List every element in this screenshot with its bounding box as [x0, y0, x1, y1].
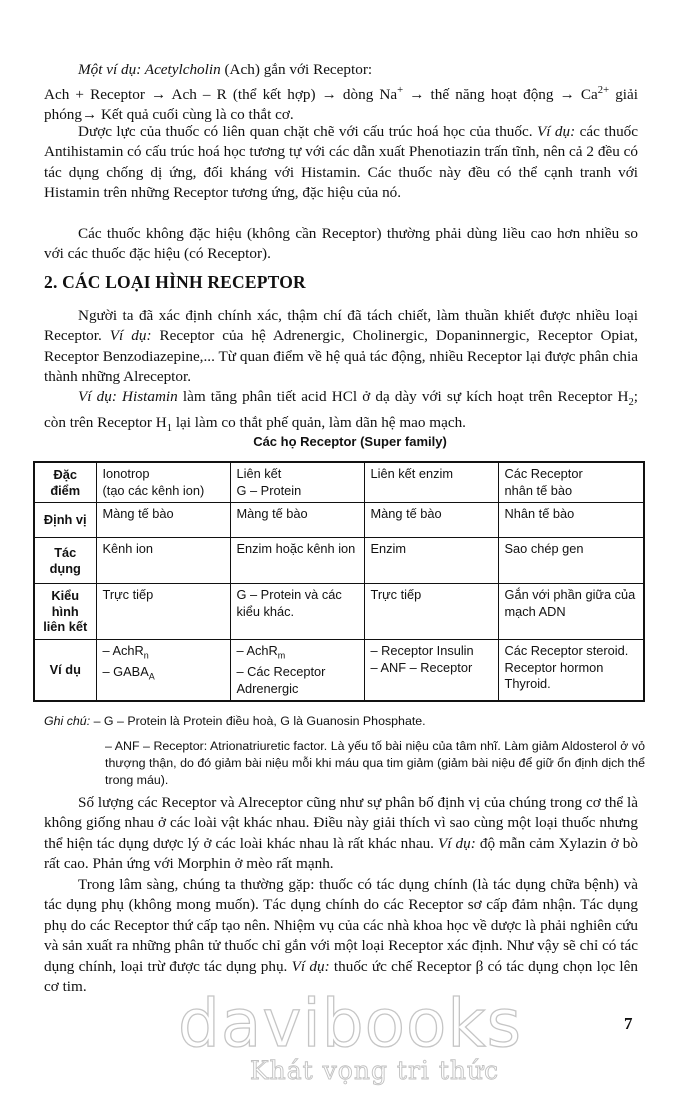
cell-line: Ionotrop	[102, 466, 150, 481]
cell-line: Tác	[54, 545, 77, 560]
table-cell: Màng tế bào	[96, 503, 230, 538]
table-cell: Màng tế bào	[364, 503, 498, 538]
watermark-brand: davibooks	[178, 985, 522, 1062]
paragraph-nonspecific-drugs: Các thuốc không đặc hiệu (không cần Receptor) thường phải dùng liều cao hơn nhiều so với các thuốc đặc hiệu (có Receptor).	[44, 225, 638, 263]
paragraph-text: độ mẫn cảm Xylazin ở bò rất cao. Phản ứng với Morphin ở mèo rất mạnh.	[44, 834, 638, 873]
table-cell	[498, 462, 644, 503]
table-row	[34, 584, 644, 640]
paragraph-text: ; còn trên Receptor H	[44, 388, 639, 432]
table-cell: Màng tế bào	[230, 503, 364, 538]
note-label: Ghi chú:	[44, 714, 91, 728]
table-cell: Gắn với phần giữa của mạch ADN	[498, 584, 644, 640]
paragraph-text: Số lượng các Receptor và Alreceptor cũng như sự phân bố định vị của chúng trong cơ thể là không giống nhau ở các loài vật khác nhau. Điều này giải thích vì sao cùng một loại thuốc nhưng thể hiện tác dụng dược lý ở các loài khác nhau là rất khác nhau.	[44, 794, 638, 852]
table-cell: Trực tiếp	[364, 584, 498, 640]
subscript: A	[148, 671, 155, 682]
table-cell: Trực tiếp	[96, 584, 230, 640]
table-cell	[96, 640, 230, 702]
paragraph-receptor-types	[44, 306, 638, 388]
table-cell	[96, 462, 230, 503]
cell-line: Đặc	[53, 467, 77, 482]
subscript: m	[277, 650, 286, 661]
table-cell	[364, 640, 498, 702]
table-row	[34, 503, 644, 538]
table-cell: Nhân tế bào	[498, 503, 644, 538]
cell-line: – AchR	[236, 643, 278, 658]
paragraph-clinical-effects	[44, 875, 638, 997]
paragraph-pharmacodynamics	[44, 122, 638, 204]
table-cell: Enzim hoặc kênh ion	[230, 538, 364, 584]
cell-line: dụng	[49, 560, 81, 576]
paragraph-reaction-chain	[44, 81, 638, 126]
paragraph-species-differences	[44, 793, 638, 875]
superscript: 2+	[597, 85, 610, 96]
cell-line: hình	[51, 603, 79, 619]
table-cell: Sao chép gen	[498, 538, 644, 584]
receptor-family-table	[33, 461, 645, 702]
example-label: Ví dụ: Histamin	[78, 388, 178, 405]
cell-line: liên kết	[43, 619, 88, 635]
header-label-cell	[34, 462, 96, 503]
note-text: – G – Protein là Protein điều hoà, G là Guanosin Phosphate.	[90, 714, 426, 728]
cell-line: – GABA	[102, 664, 149, 680]
paragraph-text: lại làm co thắt phế quản, làm dãn hệ mao mạch.	[172, 414, 466, 432]
table-cell: G – Protein và các kiểu khác.	[230, 584, 364, 640]
paragraph-text: thuốc ức chế Receptor β có tác dụng chọn lọc lên cơ tim.	[44, 957, 638, 996]
example-label: Ví dụ:	[536, 123, 576, 140]
reaction-text: giải phóng→ Kết quả cuối cùng là co thắt cơ.	[44, 86, 638, 124]
section-heading: 2. CÁC LOẠI HÌNH RECEPTOR	[44, 272, 306, 292]
cell-line: – AchR	[102, 643, 144, 658]
cell-line: – Các Receptor Adrenergic	[236, 664, 326, 696]
cell-line: – ANF – Receptor	[370, 659, 473, 675]
paragraph-histamin	[44, 387, 638, 440]
table-row	[34, 640, 644, 702]
paragraph-text: các thuốc Antihistamin có cấu trúc hoá học tương tự với các dẫn xuất Phenotiazin trấn tĩnh, nên cả 2 đều có tác dụng chống dị ứng, đối kháng với Histamin. Các thuốc này đều có thể cạnh tranh với Histamin trên những Receptor tương ứng, đặc hiệu của nó.	[44, 123, 638, 202]
cell-line: nhân tế bào	[504, 482, 573, 498]
paragraph-text: làm tăng phân tiết acid HCl ở dạ dày với sự kích hoạt trên Receptor H	[177, 388, 629, 405]
row-label-cell	[34, 538, 96, 584]
paragraph-text: Receptor của hệ Adrenergic, Cholinergic, Dopaninnergic, Receptor Opiat, Receptor Benzodiazepine,... Từ quan điểm về hệ quả tác động, nhiều Receptor lại được phân chia thành những Alreceptor.	[44, 327, 638, 386]
paragraph-example-acetylcholin	[44, 60, 638, 80]
table-caption: Các họ Receptor (Super family)	[253, 434, 447, 449]
table-cell: Enzim	[364, 538, 498, 584]
subscript: 1	[166, 423, 173, 435]
paragraph-text: Trong lâm sàng, chúng ta thường gặp: thuốc có tác dụng chính (là tác dụng chữa bệnh) và tác dụng phụ (không mong muốn). Tác dụng chính do các Receptor sơ cấp đảm nhận. Tác dụng phụ do các Receptor thứ cấp tạo nên. Nhiệm vụ của các nhà khoa học về dược là phải nghiên cứu và sản xuất ra những phân tử thuốc chỉ gắn với một loại Receptor xác định. Như vậy sẽ chỉ có tác dụng chính, loại trừ được tác dụng phụ.	[44, 876, 638, 975]
cell-line: (tạo các kênh ion)	[102, 482, 205, 498]
table-row	[34, 538, 644, 584]
table-row	[34, 462, 644, 503]
table-cell: Kênh ion	[96, 538, 230, 584]
superscript: +	[397, 85, 404, 96]
reaction-text: Ach + Receptor → Ach – R (thể kết hợp) → dòng Na	[44, 86, 398, 104]
table-cell: Liên kết enzim	[364, 462, 498, 503]
row-label-cell	[34, 584, 96, 640]
note-g-protein	[44, 713, 644, 730]
example-label: Ví dụ:	[291, 957, 330, 975]
example-label: Một ví dụ: Acetylcholin	[78, 61, 221, 78]
cell-line: Các Receptor	[504, 466, 583, 481]
row-label-cell: Định vị	[34, 503, 96, 538]
page-number: 7	[624, 1014, 633, 1033]
watermark-slogan: Khát vọng tri thức	[250, 1056, 500, 1085]
row-label-cell: Ví dụ	[34, 640, 96, 702]
example-label: Ví dụ:	[109, 327, 152, 345]
paragraph-text: Dược lực của thuốc có liên quan chặt chẽ với cấu trúc hoá học của thuốc.	[78, 123, 537, 140]
paragraph-text: (Ach) gắn với Receptor:	[220, 61, 373, 78]
note-anf-receptor: – ANF – Receptor: Atrionatriuretic factor. Là yếu tố bài niệu của tâm nhĩ. Làm giảm Aldosterol ở vỏ thượng thận, do đó giảm bài niệu mỗi khi máu qua tim giảm (giảm bài niệu để giữ ổn định dịch thể trong máu).	[105, 739, 645, 787]
cell-line: – Receptor Insulin	[370, 643, 474, 658]
cell-line: điểm	[50, 482, 81, 498]
cell-line: Liên kết	[236, 466, 282, 481]
cell-line: Kiểu	[51, 588, 80, 604]
table-cell	[230, 640, 364, 702]
subscript: 2	[628, 397, 634, 409]
table-cell	[230, 462, 364, 503]
example-label: Ví dụ:	[438, 834, 476, 852]
cell-line: G – Protein	[236, 482, 302, 498]
reaction-text: → thế năng hoạt động → Ca	[403, 86, 598, 104]
table-cell: Các Receptor steroid. Receptor hormon Thyroid.	[498, 640, 644, 702]
paragraph-text: Người ta đã xác định chính xác, thậm chí đã tách chiết, làm thuần khiết được nhiều loại Receptor.	[44, 307, 638, 345]
subscript: n	[143, 650, 149, 661]
